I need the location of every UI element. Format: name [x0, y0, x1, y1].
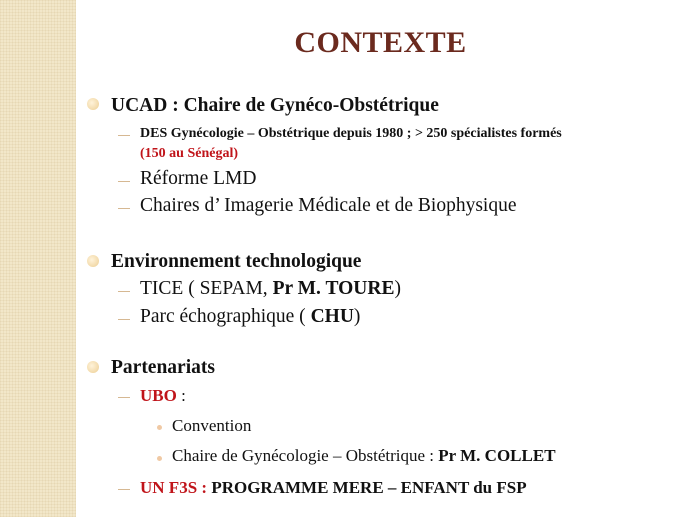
item-tice [140, 278, 401, 300]
subitem-chaire-gynecologie [172, 446, 556, 466]
item-parc-echographique [140, 306, 360, 328]
dot-icon [157, 425, 162, 430]
bullet-icon [87, 98, 99, 110]
item-reforme-lmd: Réforme LMD [140, 168, 257, 189]
subitem-chaire-text: Chaire de Gynécologie – Obstétrique : [172, 446, 439, 465]
dash-icon [118, 208, 130, 209]
decorative-side-strip [0, 0, 76, 517]
slide-title: CONTEXTE [294, 26, 467, 59]
item-un-f3s [140, 478, 527, 498]
bullet-icon [87, 361, 99, 373]
item-tice-text: TICE ( SEPAM, [140, 278, 273, 299]
dash-icon [118, 291, 130, 292]
item-tice-bold: Pr M. TOURE [272, 278, 395, 299]
item-un-f3s-rest: PROGRAMME MERE – ENFANT du FSP [207, 478, 527, 497]
item-ubo-suffix: : [176, 386, 186, 405]
section-heading-partenariats: Partenariats [111, 357, 215, 378]
subitem-chaire-bold: Pr M. COLLET [438, 446, 556, 465]
item-tice-close: ) [394, 278, 401, 299]
section-heading-ucad: UCAD : Chaire de Gynéco-Obstétrique [111, 95, 439, 116]
item-parc-close: ) [353, 306, 361, 327]
dash-icon [118, 319, 130, 320]
subitem-convention: Convention [172, 416, 252, 435]
dash-icon [118, 135, 130, 136]
item-parc-text: Parc échographique ( [140, 306, 311, 327]
item-ubo [140, 386, 186, 406]
item-parc-bold: CHU [310, 306, 354, 327]
dot-icon [157, 456, 162, 461]
section-heading-environnement: Environnement technologique [111, 251, 362, 272]
item-ubo-label: UBO [140, 386, 177, 405]
item-des-gynecologie: DES Gynécologie – Obstétrique depuis 1980 ; > 250 spécialistes formés [140, 126, 562, 141]
dash-icon [118, 397, 130, 398]
dash-icon [118, 489, 130, 490]
bullet-icon [87, 255, 99, 267]
dash-icon [118, 181, 130, 182]
item-un-f3s-label: UN F3S : [140, 478, 208, 497]
item-des-note: (150 au Sénégal) [140, 146, 238, 161]
item-chaires-imagerie: Chaires d’ Imagerie Médicale et de Biophysique [140, 195, 517, 216]
